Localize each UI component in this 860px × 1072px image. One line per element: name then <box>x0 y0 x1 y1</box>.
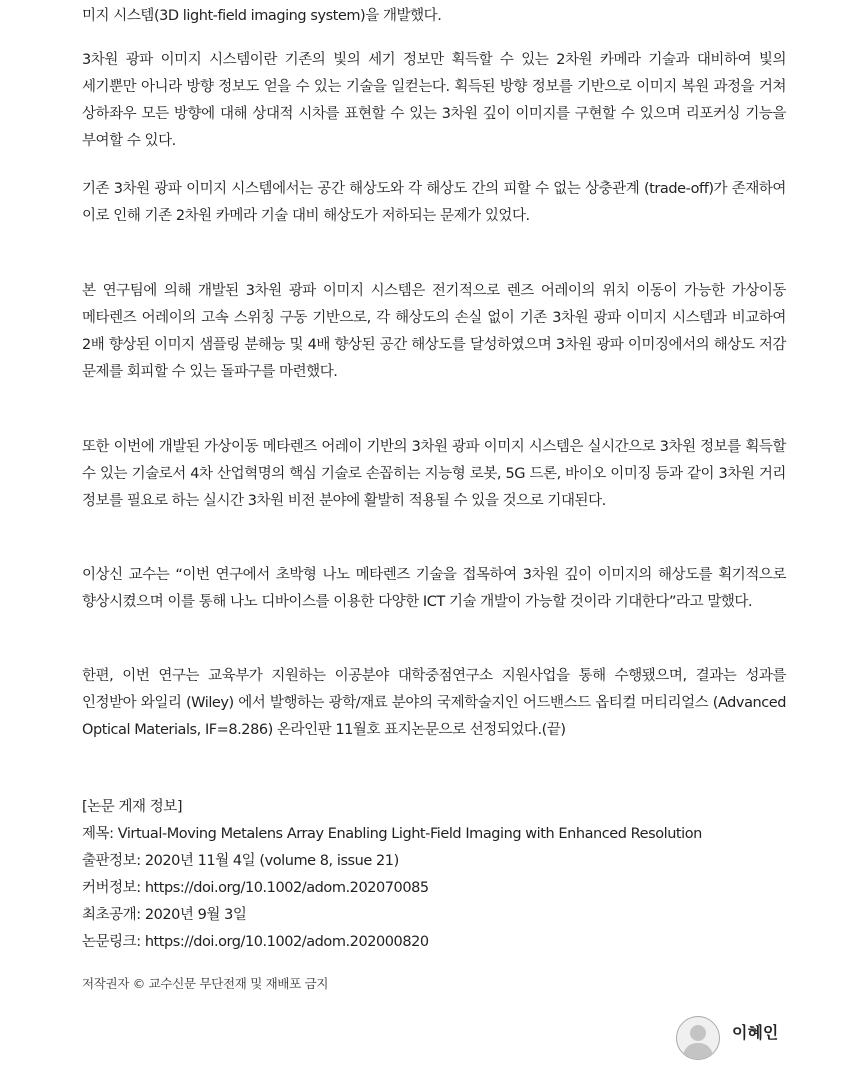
article-paragraph-2: 3차원 광파 이미지 시스템이란 기존의 빛의 세기 정보만 획득할 수 있는 2차원 카메라 기술과 대비하여 빛의 세기뿐만 아니라 방향 정보도 얻을 수 있는 기술을 일컫는다. 획득된 방향 정보를 기반으로 이미지 복원 과정을 거쳐 상하좌우 모든 방향에 대해 상대적 시차를 표현할 수 있는 3차원 깊이 이미지를 구현할 수 있으며 리포커싱 기능을 부여할 수 있다. <box>82 52 787 149</box>
article-paragraph-6: 이상신 교수는 “이번 연구에서 초박형 나노 메타렌즈 기술을 접목하여 3차원 깊이 이미지의 해상도를 획기적으로 향상시켰으며 이를 통해 나노 디바이스를 이용한 다양한 ICT 기술 개발이 가능할 것이라 기대한다”라고 말했다. <box>82 567 786 610</box>
article-paragraph-7: 한편, 이번 연구는 교육부가 지원하는 이공분야 대학중점연구소 지원사업을 통해 수행됐으며, 결과는 성과를 인정받아 와일리 (Wiley) 에서 발행하는 광학/재료 분야의 국제학술지인 어드밴스드 옵티컬 머티리얼스 (Advanced Optical Materials, IF=8.286) 온라인판 11월호 표지논문으로 선정되었다.(끝) <box>82 668 786 738</box>
article-paragraph-3: 기존 3차원 광파 이미지 시스템에서는 공간 해상도와 각 해상도 간의 피할 수 없는 상충관계 (trade-off)가 존재하여 이로 인해 기존 2차원 카메라 기술 대비 해상도가 저하되는 문제가 있었다. <box>82 181 786 224</box>
article-paragraph-1: 미지 시스템(3D light-field imaging system)을 개발했다. <box>82 8 442 24</box>
paper-info-block <box>82 794 786 956</box>
author-name[interactable]: 이혜인 <box>732 1023 779 1042</box>
paper-info-first-published: 최초공개: 2020년 9월 3일 <box>82 907 247 923</box>
paper-info-link: 논문링크: https://doi.org/10.1002/adom.202000820 <box>82 934 429 950</box>
article-paragraph-4: 본 연구팀에 의해 개발된 3차원 광파 이미지 시스템은 전기적으로 렌즈 어레이의 위치 이동이 가능한 가상이동 메타렌즈 어레이의 고속 스위칭 구동 기반으로, 각 해상도의 손실 없이 기존 3차원 광파 이미지 시스템과 비교하여 2배 향상된 이미지 샘플링 분해능 및 4배 향상된 공간 해상도를 달성하였으며 3차원 광파 이미징에서의 해상도 저감 문제를 회피할 수 있는 돌파구를 마련했다. <box>82 283 786 380</box>
paper-info-title: 제목: Virtual-Moving Metalens Array Enabling Light-Field Imaging with Enhanced Resolution <box>82 826 702 842</box>
user-avatar-icon <box>676 1016 720 1060</box>
paper-info-heading: [논문 게재 정보] <box>82 799 183 815</box>
paper-info-cover: 커버정보: https://doi.org/10.1002/adom.202070085 <box>82 880 429 896</box>
author-byline[interactable] <box>676 1016 806 1066</box>
article-paragraph-5: 또한 이번에 개발된 가상이동 메타렌즈 어레이 기반의 3차원 광파 이미지 시스템은 실시간으로 3차원 정보를 획득할 수 있는 기술로서 4차 산업혁명의 핵심 기술로 손꼽히는 지능형 로봇, 5G 드론, 바이오 이미징 등과 같이 3차원 거리 정보를 필요로 하는 실시간 3차원 비전 분야에 활발히 적용될 수 있을 것으로 기대된다. <box>82 439 786 509</box>
paper-info-publication: 출판정보: 2020년 11월 4일 (volume 8, issue 21) <box>82 853 399 869</box>
copyright-notice: 저작권자 © 교수신문 무단전재 및 재배포 금지 <box>82 976 329 991</box>
